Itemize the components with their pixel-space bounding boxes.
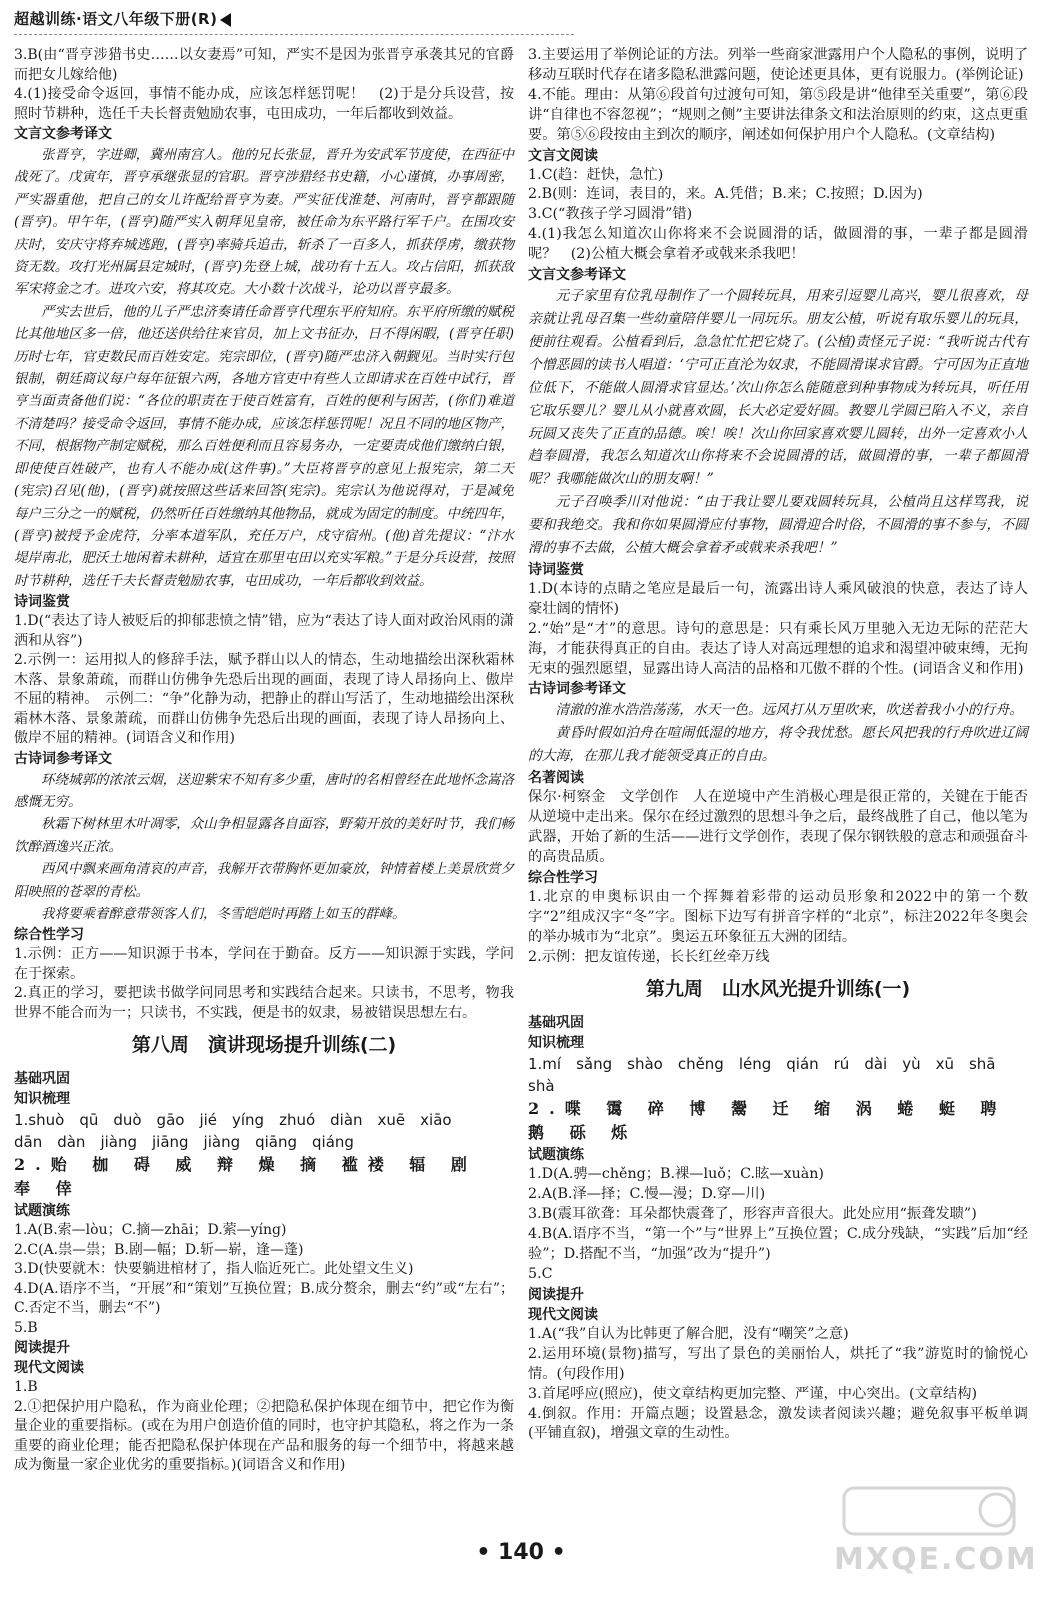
watermark-text: MXQE.COM — [834, 1542, 1038, 1577]
pinyin-line: dān dàn jiàng jiāng jiàng qiāng qiáng — [14, 1133, 354, 1152]
answer-item: 4.D(A.语序不当，“开展”和“策划”互换位置；B.成分赘余，删去“约”或“左右”；C.否定不当，删去“不”) — [14, 1280, 514, 1317]
answer-item: 1.北京的申奥标识由一个挥舞着彩带的运动员形象和2022中的第一个数字“2”组成汉字“冬”字。图标下边写有拼音字样的“北京”，标注2022年冬奥会的举办城市为“北京”。奥运五环象征五大洲的团结。 — [528, 888, 1028, 945]
answer-item: 1.D(“表达了诗人被贬后的抑郁悲愤之情”错，应为“表达了诗人面对政治风雨的潇洒和从容”) — [14, 613, 514, 649]
answer-item: 1.C(趋：赶快，急忙) — [528, 166, 664, 183]
answer-item: 2.B(则：连词，表目的，来。A.凭借；B.来；C.按照；D.因为) — [528, 186, 923, 203]
answer-item: 4.(1)我怎么知道次山你将来不会说圆滑的话，做圆滑的事，一辈子都是圆滑呢？ (2)公植大概会拿着矛或戟来杀我吧！ — [528, 226, 1028, 263]
answer-item: 3.D(快要就木：快要躺进棺材了，指人临近死亡。此处望文生义) — [14, 1261, 414, 1278]
pinyin-line: shà — [528, 1077, 555, 1096]
translation-paragraph: 元子家里有位乳母制作了一个圆转玩具，用来引逗婴儿高兴，婴儿很喜欢，母亲就让乳母召集一些幼童陪伴婴儿一同玩乐。朋友公植，听说有取乐婴儿的玩具，便前往观看。公植看到后，急急忙忙把它烧了。(公植)责怪元子说：“我听说古代有个憎恶圆的读书人唱道：‘宁可正直沦为奴隶，不能圆滑谋求官爵。宁可因为正直地位低下，不能做人圆滑求官显达。’次山你怎么能随意到种事物成为转玩具，听任用它取乐婴儿？婴儿从小就喜欢圆，长大必定爱好圆。教婴儿学圆已陷入不义，亲自玩圆又丧失了正直的品德。唉！唉！次山你回家喜欢婴儿圆转，出外一定喜欢小人趋奉圆滑，我怎么知道次山你将来不会说圆滑的话，做圆滑的事，一辈子都圆滑呢？我哪能做次山的朋友啊！” — [528, 288, 1028, 488]
answer-item: 3.C(“教孩子学习圆滑”错) — [528, 206, 693, 223]
left-column — [14, 46, 514, 1476]
translation-paragraph: 清澈的淮水浩浩荡荡，水天一色。远风打从万里吹来，吹送着我小小的行舟。 — [555, 702, 1024, 719]
answer-item: 2.运用环境(景物)描写，写出了景色的美丽怡人，烘托了“我”游览时的愉悦心情。(句段作用) — [528, 1345, 1028, 1382]
week-title: 第八周 演讲现场提升训练(二) — [131, 1034, 397, 1057]
section-heading: 基础巩固 — [528, 1015, 584, 1032]
answer-item: 4.不能。理由：从第⑥段首句过渡句可知，第⑤段是讲“他律至关重要”，第⑥段讲“自律也不容忽视”；“规则之侧”主要讲法律条文和法治原则的约束，这点更重要。第⑤⑥段按由主到次的顺序，阐述如何保护用户个人隐私。(文章结构) — [528, 86, 1028, 143]
answer-item: 2.示例：把友谊传递，长长红丝牵万线 — [528, 948, 770, 965]
page-number: • 140 • — [476, 1540, 566, 1565]
answer-item: 2.①把保护用户隐私，作为商业伦理；②把隐私保护体现在细节中，把它作为衡量企业的重要指标。(或在为用户创造价值的同时，也守护其隐私，将之作为一条重要的商业伦理；能否把隐私保护体现在产品和服务的每一个细节中，将越来越成为衡量一家企业优劣的重要指标。)(词语含义和作用) — [14, 1398, 514, 1474]
answer-item: 4.B(A.语序不当，“第一个”与“世界上”互换位置；C.成分残缺，“实践”后加“经验”；D.搭配不当，“加强”改为“提升”) — [528, 1226, 1028, 1263]
answer-item: 4.倒叙。作用：开篇点题；设置悬念，激发读者阅读兴趣；避免叙事平板单调(平铺直叙)，增强文章的生动性。 — [528, 1405, 1028, 1442]
section-heading: 基础巩固 — [14, 1071, 70, 1088]
translation-paragraph: 张晋亨，字进卿，冀州南宫人。他的兄长张显，晋升为安武军节度使，在西征中战死了。戊寅年，晋亨承继张显的官职。晋亨涉猎经书史籍，小心谨慎，办事周密，严实器重他，把自己的女儿许配给晋亨为妻。严实征伐淮楚、河南时，晋亨都跟随(晋亨)。甲午年，(晋亨)随严实入朝拜见皇帝，被任命为东平路行军千户。在围攻安庆时，安庆守将弃城逃跑，(晋亨)率骑兵追击，斩杀了一百多人，抓获俘虏，缴获物资无数。攻打光州属县定城时，(晋亨)先登上城，战功有十五人。攻占信阳，抓获敌军宋将金之才。进攻六安，将其攻克。大小数十次战斗，论功以晋亨最多。 — [14, 147, 514, 298]
subsection-heading: 试题演练 — [14, 1203, 70, 1220]
hanzi-line: 2.喋 霭 碎 博 鬶 迁 缩 涡 蜷 蜓 聘 鹅 砾 烁 — [528, 1099, 1007, 1143]
section-heading: 综合性学习 — [14, 927, 84, 944]
section-heading: 阅读提升 — [14, 1340, 70, 1357]
answer-item: 3.首尾呼应(照应)，使文章结构更加完整、严谨，中心突出。(文章结构) — [528, 1385, 978, 1402]
translation-paragraph: 严实去世后，他的儿子严忠济奏请任命晋亨代理东平府知府。东平府所缴的赋税比其他地区多一倍，他还送供给往来官员，加上文书征办，日不得闲暇，(晋亨任职)历时七年，官吏数民而百姓安定。宪宗即位，(晋亨)随严忠济入朝觐见。当时实行包银制，朝廷商议每户每年征银六两，各地方官吏中有些人立即请求在百姓中试行，晋亨当面责备他们说：“各位的职责在于使百姓富有，百姓的便利与困苦，(你们)难道不清楚吗？接受命令返回，事情不能办成，应该怎样惩罚呢！况且不同的地区物产，不同，根据物产制定赋税，那么百姓便利而且容易务办，一定要责成他们缴纳白银，即使使百姓破产，也有人不能办成(这件事)。”大臣将晋亨的意见上报宪宗，第二天(宪宗)召见(他)，(晋亨)就按照这些话来回答(宪宗)。宪宗认为他说得对，于是减免每户三分之一的赋税，仍然听任百姓缴纳其他物品，就成为固定的制度。中统四年，(晋亨)被授予金虎符，分率本道军队，充任万户，戍守宿州。(他)首先提议：“汴水堤岸南北，肥沃土地闲着未耕种，适宜在那里屯田以充实军粮。”于是分兵设营，按照时节耕种，选任千夫长督责勉励农事，屯田成功，一年后都收到效益。 — [14, 303, 514, 589]
section-heading: 文言文参考译文 — [528, 267, 626, 284]
subsection-heading: 知识梳理 — [528, 1035, 584, 1052]
section-heading: 阅读提升 — [528, 1286, 584, 1303]
subsection-heading: 知识梳理 — [14, 1091, 70, 1108]
answer-item: 3.B(震耳欲聋：耳朵都快震聋了，形容声音很大。此处应用“振聋发聩”) — [528, 1206, 977, 1223]
answer-item: 1.B — [14, 1379, 38, 1396]
section-heading: 古诗词参考译文 — [528, 681, 626, 698]
answer-item: 1.D(本诗的点睛之笔应是最后一句，流露出诗人乘风破浪的快意，表达了诗人豪壮阔的情怀) — [528, 580, 1028, 617]
answer-item: 2.C(A.祟—祟；B.剧—幅；D.斩—崭，逢—蓬) — [14, 1241, 304, 1258]
pinyin-line: 1.mí sǎng shào chěng léng qián rú dài yù xū shā — [528, 1055, 996, 1074]
translation-paragraph: 元子召唤季川对他说：“由于我让婴儿要戏圆转玩具，公植尚且这样骂我，说要和我绝交。我和你如果圆滑应付事物，圆滑迎合时俗，不圆滑的事不参与，不圆滑的事不去做，公植大概会拿着矛或戟来杀我吧！” — [528, 494, 1028, 557]
answer-item: 5.B — [14, 1319, 38, 1336]
answer-item: 1.A(“我”自认为比韩更了解合肥，没有“嘲笑”之意) — [528, 1325, 849, 1342]
triangle-left-icon — [220, 13, 231, 27]
answer-item: 1.D(A.骋—chěng；B.裸—luǒ；C.眩—xuàn) — [528, 1166, 824, 1183]
answer-item: 2.真正的学习，要把读书做学问同思考和实践结合起来。只读书，不思考，物我世界不能合而为一；只读书，不实践，便是书的奴隶，易被错误思想左右。 — [14, 985, 514, 1021]
section-heading: 综合性学习 — [528, 869, 598, 886]
translation-paragraph: 西风中飘来画角清哀的声音，我解开衣带胸怀更加豪放，钟情着楼上美景欣赏夕阳映照的苍翠的青松。 — [14, 861, 514, 900]
translation-paragraph: 我将要乘着醉意带领客人们，冬雪皑皑时再踏上如玉的群峰。 — [41, 906, 406, 923]
section-heading: 名著阅读 — [528, 770, 584, 787]
translation-paragraph: 环绕城郭的浓浓云烟，送迎紫宋不知有多少重，唐时的名相曾经在此地怀念嵩洛感慨无穷。 — [14, 771, 514, 811]
header-divider — [14, 34, 574, 35]
answer-item: 1.A(B.索—lòu；C.摘—zhāi；D.萦—yíng) — [14, 1222, 287, 1239]
section-heading: 文言文阅读 — [528, 147, 598, 164]
section-heading: 诗词鉴赏 — [528, 561, 584, 578]
translation-paragraph: 秋霜下树林里木叶凋零，众山争相显露各自面容，野菊开放的美好时节，我们畅饮醉酒逸兴正浓。 — [14, 816, 514, 855]
subsection-heading: 试题演练 — [528, 1147, 584, 1164]
subsection-heading: 现代文阅读 — [528, 1306, 598, 1323]
answer-item: 3.B(由“晋亨涉猎书史……以女妻焉”可知，严实不是因为张晋亨承袭其兄的官爵而把女儿嫁给他) — [14, 47, 514, 83]
answer-item: 保尔·柯察金 文学创作 人在逆境中产生消极心理是很正常的，关键在于能否从逆境中走出来。保尔在经过激烈的思想斗争之后，最终战胜了自己，他以笔为武器，开始了新的生活——进行文学创作，表现了保尔钢铁般的意志和顽强奋斗的高贵品质。 — [528, 789, 1028, 865]
answer-item: 5.C — [528, 1265, 553, 1282]
header-title: 超越训练·语文八年级下册(R) — [14, 10, 218, 28]
answer-item: 3.主要运用了举例论证的方法。列举一些商家泄露用户个人隐私的事例，说明了移动互联时代存在诸多隐私泄露问题，使论述更具体，更有说服力。(举例论证) — [528, 47, 1028, 83]
section-heading: 文言文参考译文 — [14, 126, 112, 142]
section-heading: 古诗词参考译文 — [14, 750, 112, 767]
right-column — [528, 46, 1028, 1444]
subsection-heading: 现代文阅读 — [14, 1360, 84, 1377]
answer-item: 1.示例：正方——知识源于书本，学问在于勤奋。反方——知识源于实践，学问在于探索。 — [14, 946, 514, 982]
answer-item: 2.“始”是“才”的意思。诗句的意思是：只有乘长风万里驰入无边无际的茫茫大海，才能获得真正的自由。表达了诗人对高远理想的追求和渴望冲破束缚，无拘无束的强烈愿望，显露出诗人高洁的品格和兀傲不群的个性。(词语含义和作用) — [528, 620, 1028, 677]
answer-item: 2.A(B.泽—择；C.慢—漫；D.穿—川) — [528, 1186, 766, 1203]
pinyin-line: 1.shuò qū duò gāo jié yíng zhuó diàn xuē xiāo — [14, 1111, 452, 1130]
watermark — [824, 1482, 1038, 1592]
answer-item: 2.示例一：运用拟人的修辞手法，赋予群山以人的情态，生动地描绘出深秋霜林木落、景象萧疏，而群山仿佛争先恐后出现的画面，表现了诗人昂扬向上、傲岸不屈的精神。 示例二：“争”化静为动，把静止的群山写活了，生动地描绘出深秋霜林木落、景象萧疏，而群山仿佛争先恐后出现的画面，表现了诗人昂扬向上、傲岸不屈的精神。(词语含义和作用) — [14, 652, 514, 747]
week-title: 第九周 山水风光提升训练(一) — [645, 978, 911, 1001]
hanzi-line: 2.贻 枷 碍 威 辩 燥 摘 褴褛 辐 剧 奉 倖 — [14, 1155, 477, 1199]
answer-item: 4.(1)接受命令返回，事情不能办成，应该怎样惩罚呢！ (2)于是分兵设营，按照时节耕种，选任千夫长督责勉励农事，屯田成功，一年后都收到效益。 — [14, 86, 514, 122]
translation-paragraph: 黄昏时假如泊舟在喧闹低湿的地方，将令我忧愁。愿长风把我的行舟吹进辽阔的大海，在那儿我才能领受真正的自由。 — [528, 725, 1028, 765]
section-heading: 诗词鉴赏 — [14, 594, 70, 611]
